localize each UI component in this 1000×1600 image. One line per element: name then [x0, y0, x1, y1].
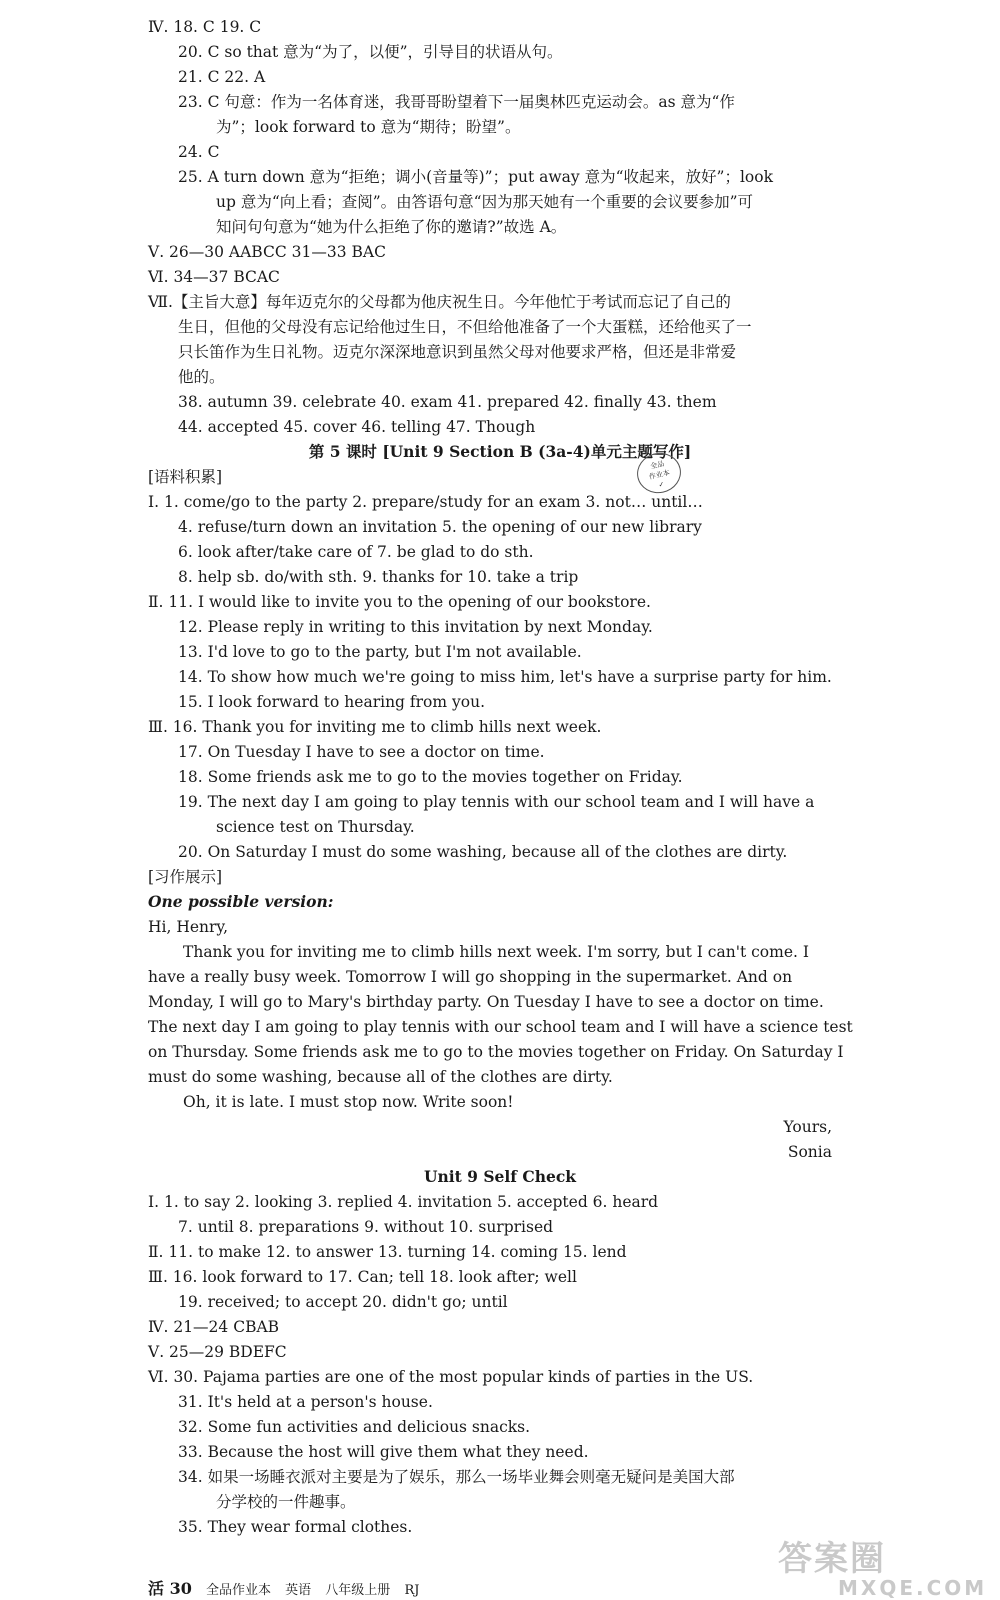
answer-line: Ⅰ. 1. to say 2. looking 3. replied 4. invitation 5. accepted 6. heard: [148, 1193, 659, 1211]
answer-line: on Thursday. Some friends ask me to go to the movies together on Friday. On Saturday I: [148, 1043, 844, 1061]
answer-line: Ⅲ. 16. look forward to 17. Can; tell 18. look after; well: [148, 1268, 577, 1286]
answer-line: 只长笛作为生日礼物。迈克尔深深地意识到虽然父母对他要求严格，但还是非常爱: [178, 343, 737, 361]
answer-line: Ⅴ. 25—29 BDEFC: [148, 1343, 287, 1361]
answer-line: Ⅴ. 26—30 AABCC 31—33 BAC: [148, 243, 386, 261]
lesson-heading: 第 5 课时 [Unit 9 Section B (3a-4)单元主题写作]: [308, 442, 692, 461]
answer-line: 8. help sb. do/with sth. 9. thanks for 10. take a trip: [178, 568, 579, 586]
answer-line: 33. Because the host will give them what they need.: [178, 1443, 589, 1461]
answer-line: 31. It's held at a person's house.: [178, 1393, 433, 1411]
answer-line: 6. look after/take care of 7. be glad to do sth.: [178, 543, 534, 561]
answer-line: Ⅵ. 34—37 BCAC: [148, 268, 280, 286]
answer-line: have a really busy week. Tomorrow I will go shopping in the supermarket. And on: [148, 968, 793, 986]
footer-edition: RJ: [404, 1583, 420, 1598]
answer-line: Oh, it is late. I must stop now. Write soon!: [183, 1093, 514, 1111]
page-footer: [148, 1580, 429, 1600]
answer-line: 知问句句意为“她为什么拒绝了你的邀请?”故选 A。: [216, 218, 567, 236]
answer-line: 12. Please reply in writing to this invitation by next Monday.: [178, 618, 653, 636]
watermark-logo: [778, 1539, 988, 1600]
answer-line: 24. C: [178, 143, 220, 161]
answer-line: 为”；look forward to 意为“期待；盼望”。: [216, 118, 521, 136]
answer-line: [语料积累]: [148, 468, 223, 486]
answer-line: 7. until 8. preparations 9. without 10. surprised: [178, 1218, 554, 1236]
answer-line: Thank you for inviting me to climb hills next week. I'm sorry, but I can't come. I: [183, 943, 809, 961]
version-label: One possible version:: [148, 892, 334, 911]
footer-book: 全品作业本: [205, 1583, 271, 1598]
answer-line: up 意为“向上看；查阅”。由答语句意“因为那天她有一个重要的会议要参加”可: [216, 193, 754, 211]
answer-line: 25. A turn down 意为“拒绝；调小(音量等)”；put away 意为“收起来，放好”；look: [178, 168, 773, 186]
selfcheck-heading: Unit 9 Self Check: [423, 1167, 577, 1186]
footer-grade: 八年级上册: [325, 1583, 391, 1598]
answer-line: 他的。: [178, 368, 225, 386]
answer-line: Ⅳ. 21—24 CBAB: [148, 1318, 280, 1336]
answer-line: The next day I am going to play tennis with our school team and I will have a science test: [148, 1018, 853, 1036]
answer-line: 44. accepted 45. cover 46. telling 47. Though: [178, 418, 536, 436]
letter-closing: Yours,: [783, 1118, 832, 1136]
answer-line: [习作展示]: [148, 868, 223, 886]
answer-line: Ⅲ. 16. Thank you for inviting me to climb hills next week.: [148, 718, 602, 736]
answer-line: 分学校的一件趣事。: [216, 1493, 356, 1511]
answer-line: 20. C so that 意为“为了，以便”，引导目的状语从句。: [178, 43, 563, 61]
answer-line: 14. To show how much we're going to miss him, let's have a surprise party for him.: [178, 668, 832, 686]
answer-line: 20. On Saturday I must do some washing, because all of the clothes are dirty.: [178, 843, 788, 861]
answer-line: 35. They wear formal clothes.: [178, 1518, 413, 1536]
stamp-mark: 全品 作业本 ✓: [633, 449, 684, 497]
watermark-text: 答案圈: [778, 1539, 886, 1579]
answer-line: 38. autumn 39. celebrate 40. exam 41. prepared 42. finally 43. them: [178, 393, 717, 411]
answer-line: 32. Some fun activities and delicious snacks.: [178, 1418, 531, 1436]
answer-line: 34. 如果一场睡衣派对主要是为了娱乐，那么一场毕业舞会则毫无疑问是美国大部: [178, 1468, 735, 1486]
answer-line: 4. refuse/turn down an invitation 5. the opening of our new library: [178, 518, 702, 536]
answer-line: science test on Thursday.: [216, 818, 415, 836]
answer-line: Ⅱ. 11. I would like to invite you to the opening of our bookstore.: [148, 593, 651, 611]
answer-line: 17. On Tuesday I have to see a doctor on time.: [178, 743, 545, 761]
answer-line: Ⅳ. 18. C 19. C: [148, 18, 262, 36]
answer-line: Ⅵ. 30. Pajama parties are one of the most popular kinds of parties in the US.: [148, 1368, 754, 1386]
answer-line: Ⅰ. 1. come/go to the party 2. prepare/study for an exam 3. not… until…: [148, 493, 703, 511]
page-number: 活 30: [148, 1579, 192, 1598]
footer-subject: 英语: [285, 1583, 312, 1598]
answer-line: Hi, Henry,: [148, 918, 229, 936]
answer-line: must do some washing, because all of the clothes are dirty.: [148, 1068, 613, 1086]
answer-line: 15. I look forward to hearing from you.: [178, 693, 485, 711]
answer-line: Ⅶ.【主旨大意】每年迈克尔的父母都为他庆祝生日。今年他忙于考试而忘记了自己的: [148, 293, 731, 311]
answer-line: 19. The next day I am going to play tennis with our school team and I will have a: [178, 793, 815, 811]
answer-line: Monday, I will go to Mary's birthday party. On Tuesday I have to see a doctor on time.: [148, 993, 824, 1011]
answer-line: Ⅱ. 11. to make 12. to answer 13. turning 14. coming 15. lend: [148, 1243, 627, 1261]
answer-line: 21. C 22. A: [178, 68, 266, 86]
answer-line: 19. received; to accept 20. didn't go; until: [178, 1293, 508, 1311]
letter-signature: Sonia: [787, 1143, 832, 1161]
answer-line: 23. C 句意：作为一名体育迷，我哥哥盼望着下一届奥林匹克运动会。as 意为“作: [178, 93, 735, 111]
answer-line: 18. Some friends ask me to go to the movies together on Friday.: [178, 768, 683, 786]
watermark-url: MXQE.COM: [838, 1576, 988, 1600]
answer-line: 13. I'd love to go to the party, but I'm not available.: [178, 643, 582, 661]
answer-line: 生日，但他的父母没有忘记给他过生日，不但给他准备了一个大蛋糕，还给他买了一: [178, 318, 752, 336]
